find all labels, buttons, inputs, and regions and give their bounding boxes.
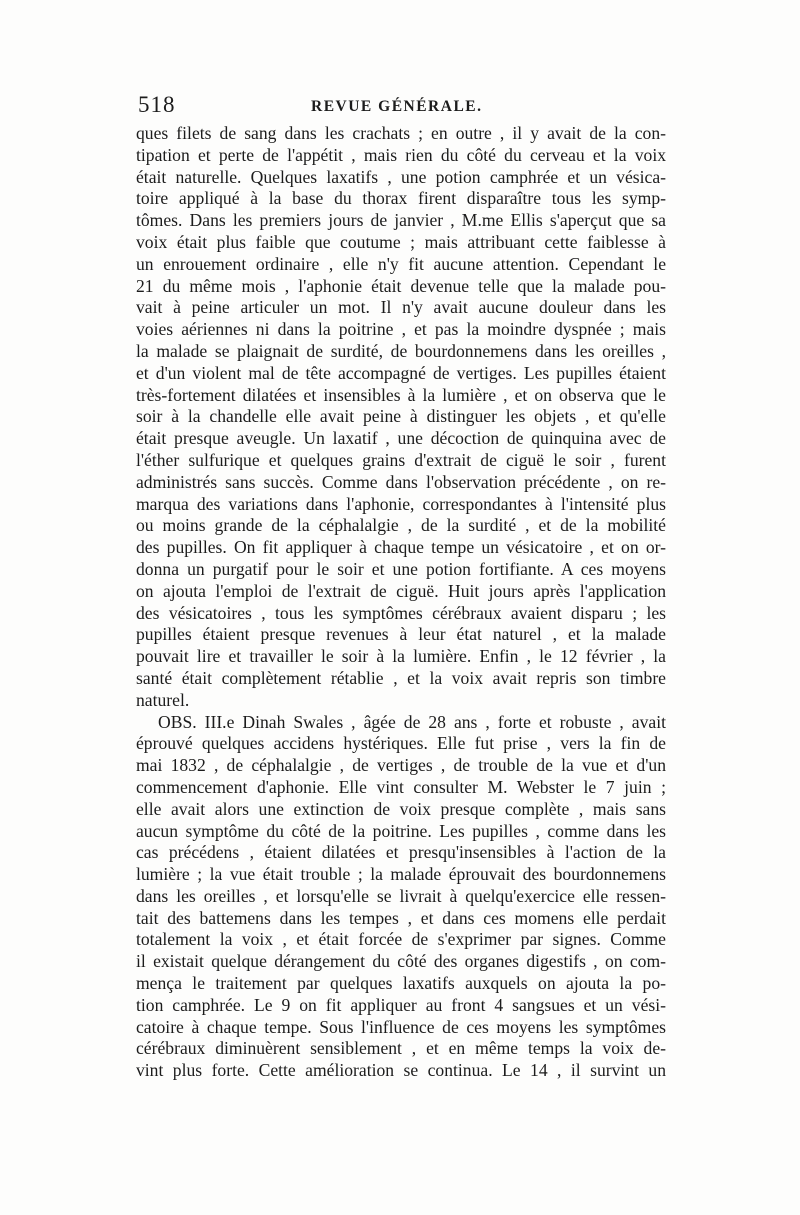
text-line: pupilles étaient presque revenues à leur état naturel , et la malade bbox=[136, 624, 666, 645]
text-line: commencement d'aphonie. Elle vint consulter M. Webster le 7 juin ; bbox=[136, 776, 666, 797]
text-line: catoire à chaque tempe. Sous l'influence de ces moyens les symptômes bbox=[136, 1016, 666, 1037]
text-line: santé était complètement rétablie , et la voix avait repris son timbre bbox=[136, 667, 666, 688]
text-line: des vésicatoires , tous les symptômes cérébraux avaient disparu ; les bbox=[136, 602, 666, 623]
text-line: elle avait alors une extinction de voix presque complète , mais sans bbox=[136, 798, 666, 819]
text-line: vait à peine articuler un mot. Il n'y avait aucune douleur dans les bbox=[136, 297, 666, 318]
text-line: mença le traitement par quelques laxatifs auxquels on ajouta la po- bbox=[136, 973, 666, 994]
text-line: totalement la voix , et était forcée de s'exprimer par signes. Comme bbox=[136, 929, 666, 950]
text-line: marqua des variations dans l'aphonie, correspondantes à l'intensité plus bbox=[136, 493, 666, 514]
text-line: des pupilles. On fit appliquer à chaque tempe un vésicatoire , et on or- bbox=[136, 537, 666, 558]
text-line: aucun symptôme du côté de la poitrine. Les pupilles , comme dans les bbox=[136, 820, 666, 841]
text-line: cérébraux diminuèrent sensiblement , et en même temps la voix de- bbox=[136, 1038, 666, 1059]
text-line: et d'un violent mal de tête accompagné de vertiges. Les pupilles étaient bbox=[136, 362, 666, 383]
text-line: était naturelle. Quelques laxatifs , une potion camphrée et un vésica- bbox=[136, 166, 666, 187]
text-line: voix était plus faible que coutume ; mais attribuant cette faiblesse à bbox=[136, 231, 666, 252]
text-line: cas précédens , étaient dilatées et presqu'insensibles à l'action de la bbox=[136, 842, 666, 863]
text-line: pouvait lire et travailler le soir à la lumière. Enfin , le 12 février , la bbox=[136, 646, 666, 667]
text-line: tion camphrée. Le 9 on fit appliquer au front 4 sangsues et un vési- bbox=[136, 994, 666, 1015]
running-head: REVUE GÉNÉRALE. bbox=[311, 98, 483, 115]
text-line: un enrouement ordinaire , elle n'y fit aucune attention. Cependant le bbox=[136, 253, 666, 274]
text-line: 21 du même mois , l'aphonie était devenue telle que la malade pou- bbox=[136, 275, 666, 296]
text-line: était presque aveugle. Un laxatif , une décoction de quinquina avec de bbox=[136, 428, 666, 449]
text-line: administrés sans succès. Comme dans l'observation précédente , on re- bbox=[136, 471, 666, 492]
text-line: ques filets de sang dans les crachats ; en outre , il y avait de la con- bbox=[136, 123, 666, 143]
text-line: très-fortement dilatées et insensibles à la lumière , et on observa que le bbox=[136, 384, 666, 405]
page-number: 518 bbox=[138, 92, 176, 117]
text-line: tômes. Dans les premiers jours de janvier , M.me Ellis s'aperçut que sa bbox=[136, 210, 666, 231]
text-line: ou moins grande de la céphalalgie , de la surdité , et de la mobilité bbox=[136, 515, 666, 536]
text-line: OBS. III.e Dinah Swales , âgée de 28 ans , forte et robuste , avait bbox=[158, 711, 666, 732]
text-line: éprouvé quelques accidens hystériques. Elle fut prise , vers la fin de bbox=[136, 733, 666, 754]
body-text bbox=[136, 123, 666, 1082]
text-line: vint plus forte. Cette amélioration se continua. Le 14 , il survint un bbox=[136, 1060, 666, 1081]
text-line: toire appliqué à la base du thorax firent disparaître tous les symp- bbox=[136, 188, 666, 209]
text-line: la malade se plaignait de surdité, de bourdonnemens dans les oreilles , bbox=[136, 340, 666, 361]
text-line: l'éther sulfurique et quelques grains d'extrait de ciguë le soir , furent bbox=[136, 449, 666, 470]
text-line: tait des battemens dans les tempes , et dans ces momens elle perdait bbox=[136, 907, 666, 928]
text-line: lumière ; la vue était trouble ; la malade éprouvait des bourdonnemens bbox=[136, 864, 666, 885]
text-line: voies aériennes ni dans la poitrine , et pas la moindre dyspnée ; mais bbox=[136, 319, 666, 340]
text-line: mai 1832 , de céphalalgie , de vertiges , de trouble de la vue et d'un bbox=[136, 755, 666, 776]
page-header bbox=[136, 92, 666, 122]
text-line: dans les oreilles , et lorsqu'elle se livrait à quelqu'exercice elle ressen- bbox=[136, 885, 666, 906]
text-line: il existait quelque dérangement du côté des organes digestifs , on com- bbox=[136, 951, 666, 972]
text-line: donna un purgatif pour le soir et une potion fortifiante. A ces moyens bbox=[136, 558, 666, 579]
text-line: soir à la chandelle elle avait peine à distinguer les objets , et qu'elle bbox=[136, 406, 666, 427]
text-line: on ajouta l'emploi de l'extrait de ciguë. Huit jours après l'application bbox=[136, 580, 666, 601]
text-line: naturel. bbox=[136, 689, 190, 710]
text-line: tipation et perte de l'appétit , mais rien du côté du cerveau et la voix bbox=[136, 144, 666, 165]
